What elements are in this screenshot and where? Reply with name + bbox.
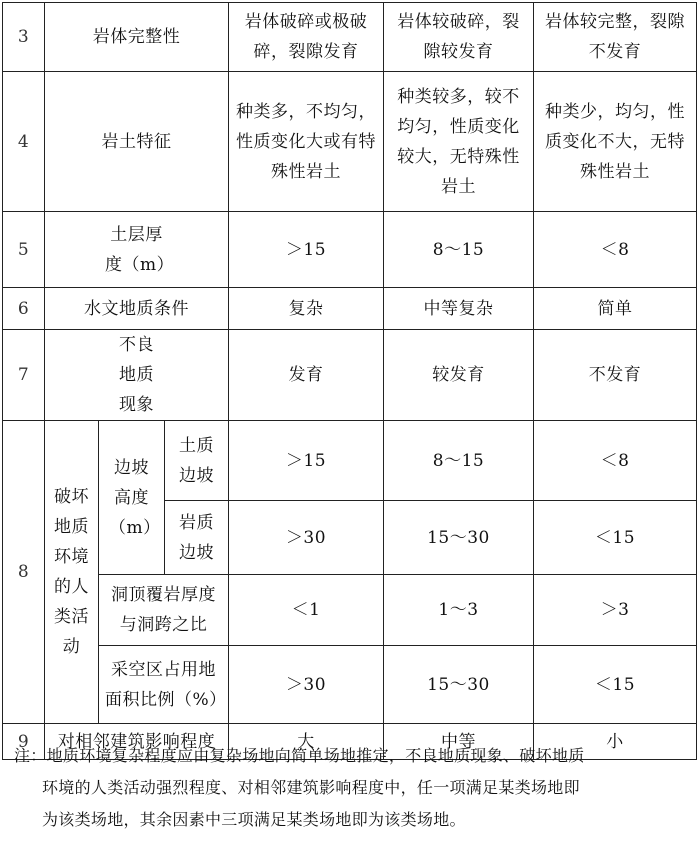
table-row — [3, 575, 697, 646]
table-row — [3, 330, 697, 421]
medium-site-cell: 15～30 — [384, 646, 534, 724]
complex-site-cell: 大 — [229, 724, 384, 760]
medium-site-cell: 8～15 — [384, 421, 534, 501]
medium-site-cell: 岩体较破碎，裂隙较发育 — [384, 3, 534, 72]
slope-height-label: 边坡高度（m） — [99, 421, 165, 575]
medium-site-cell: 中等 — [384, 724, 534, 760]
medium-site-cell: 中等复杂 — [384, 288, 534, 330]
simple-site-cell: ＜15 — [534, 501, 697, 575]
mined-area-label: 采空区占用地面积比例（%） — [99, 646, 229, 724]
table-row — [3, 72, 697, 212]
simple-site-cell: 岩体较完整，裂隙不发育 — [534, 3, 697, 72]
medium-site-cell: 较发育 — [384, 330, 534, 421]
footnote-line: 为该类场地，其余因素中三项满足某类场地即为该类场地。 — [42, 810, 466, 829]
simple-site-cell: ＜8 — [534, 421, 697, 501]
table-row — [3, 212, 697, 288]
row-number: 8 — [3, 421, 45, 724]
factor-label: 土层厚度（m） — [45, 212, 229, 288]
table-footnote — [14, 740, 694, 836]
factor-label: 岩体完整性 — [45, 3, 229, 72]
soil-slope-label: 土质边坡 — [165, 421, 229, 501]
simple-site-cell: 简单 — [534, 288, 697, 330]
site-complexity-table — [2, 2, 697, 760]
simple-site-cell: ＞3 — [534, 575, 697, 646]
row-number: 6 — [3, 288, 45, 330]
complex-site-cell: ＞15 — [229, 212, 384, 288]
simple-site-cell: ＜15 — [534, 646, 697, 724]
simple-site-cell: 小 — [534, 724, 697, 760]
complex-site-cell: ＞30 — [229, 646, 384, 724]
complex-site-cell: ＞30 — [229, 501, 384, 575]
complex-site-cell: 发育 — [229, 330, 384, 421]
footnote-line: 注：地质环境复杂程度应由复杂场地向简单场地推定，不良地质现象、破坏地质 — [14, 746, 585, 765]
footnote-line: 环境的人类活动强烈程度、对相邻建筑影响程度中，任一项满足某类场地即 — [42, 778, 580, 797]
human-activity-group-label: 破坏地质环境的人类活动 — [45, 421, 99, 724]
complex-site-cell: 复杂 — [229, 288, 384, 330]
simple-site-cell: ＜8 — [534, 212, 697, 288]
row-number: 3 — [3, 3, 45, 72]
simple-site-cell: 不发育 — [534, 330, 697, 421]
table-row — [3, 288, 697, 330]
complex-site-cell: 种类多，不均匀，性质变化大或有特殊性岩土 — [229, 72, 384, 212]
factor-label: 不良地质现象 — [45, 330, 229, 421]
rock-slope-label: 岩质边坡 — [165, 501, 229, 575]
complex-site-cell: ＜1 — [229, 575, 384, 646]
medium-site-cell: 15～30 — [384, 501, 534, 575]
factor-label: 岩土特征 — [45, 72, 229, 212]
medium-site-cell: 种类较多，较不均匀，性质变化较大，无特殊性岩土 — [384, 72, 534, 212]
factor-label: 水文地质条件 — [45, 288, 229, 330]
medium-site-cell: 1～3 — [384, 575, 534, 646]
table-row — [3, 646, 697, 724]
complex-site-cell: 岩体破碎或极破碎，裂隙发育 — [229, 3, 384, 72]
complex-site-cell: ＞15 — [229, 421, 384, 501]
cave-ratio-label: 洞顶覆岩厚度与洞跨之比 — [99, 575, 229, 646]
simple-site-cell: 种类少，均匀，性质变化不大，无特殊性岩土 — [534, 72, 697, 212]
table-row — [3, 3, 697, 72]
medium-site-cell: 8～15 — [384, 212, 534, 288]
row-number: 4 — [3, 72, 45, 212]
row-number: 7 — [3, 330, 45, 421]
table-row — [3, 421, 697, 501]
row-number: 9 — [3, 724, 45, 760]
row-number: 5 — [3, 212, 45, 288]
factor-label: 对相邻建筑影响程度 — [45, 724, 229, 760]
